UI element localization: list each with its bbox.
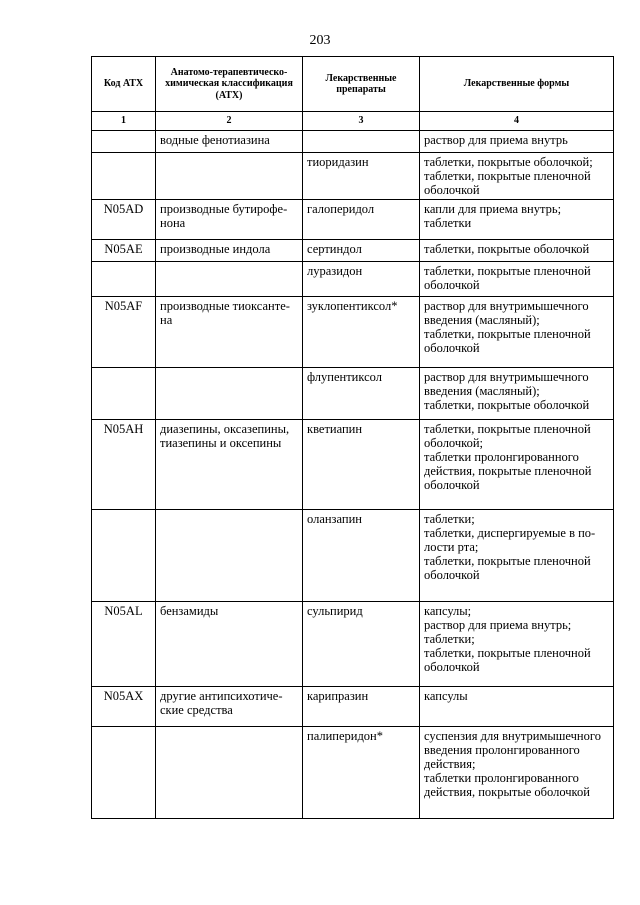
dosage-forms (420, 687, 614, 727)
atx-classification: производные тиоксанте-на (156, 297, 303, 368)
drug-name: карипразин (303, 687, 420, 727)
dosage-forms (420, 727, 614, 819)
atx-classification (156, 510, 303, 602)
table-row (92, 297, 614, 368)
table-row (92, 200, 614, 240)
dosage-forms (420, 297, 614, 368)
column-number: 1 (92, 112, 156, 131)
dosage-form: таблетки, диспергируемые в по-лости рта; (424, 526, 596, 554)
dosage-forms (420, 200, 614, 240)
atx-code: N05AE (92, 240, 156, 262)
table-row (92, 240, 614, 262)
dosage-form: таблетки, покрытые оболочкой (424, 398, 590, 412)
drug-name: флупентиксол (303, 368, 420, 420)
drug-name: луразидон (303, 262, 420, 297)
atx-classification (156, 262, 303, 297)
header-forms: Лекарственные формы (420, 57, 614, 112)
dosage-form: таблетки, покрытые пленочной оболочкой; (424, 422, 591, 450)
dosage-forms (420, 602, 614, 687)
table-row (92, 368, 614, 420)
atx-code (92, 368, 156, 420)
dosage-forms (420, 131, 614, 153)
drug-name: сульпирид (303, 602, 420, 687)
page-number: 203 (309, 33, 331, 48)
dosage-form: таблетки, покрытые пленочной оболочкой (424, 327, 591, 355)
dosage-form: таблетки; (424, 512, 475, 526)
dosage-forms (420, 262, 614, 297)
dosage-form: таблетки (424, 216, 472, 230)
header-code: Код АТХ (92, 57, 156, 112)
dosage-form: раствор для приема внутрь (424, 133, 568, 147)
dosage-form: таблетки, покрытые пленочной оболочкой (424, 646, 591, 674)
atx-code (92, 131, 156, 153)
dosage-form: таблетки, покрытые оболочкой; (424, 155, 593, 169)
table-row (92, 131, 614, 153)
dosage-forms (420, 510, 614, 602)
dosage-forms (420, 368, 614, 420)
dosage-form: раствор для приема внутрь; (424, 618, 572, 632)
atx-classification: производные бутирофе-нона (156, 200, 303, 240)
atx-code: N05AH (92, 420, 156, 510)
table-header-row (92, 57, 614, 112)
table-row (92, 262, 614, 297)
atx-code: N05AL (92, 602, 156, 687)
column-number: 3 (303, 112, 420, 131)
dosage-forms (420, 420, 614, 510)
drug-name: галоперидол (303, 200, 420, 240)
atx-code (92, 153, 156, 200)
atx-classification: производные индола (156, 240, 303, 262)
atx-classification (156, 368, 303, 420)
dosage-form: таблетки, покрытые пленочной оболочкой (424, 169, 591, 197)
table-row (92, 687, 614, 727)
atx-classification: диазепины, оксазепины, тиазепины и оксепины (156, 420, 303, 510)
dosage-forms (420, 153, 614, 200)
dosage-form: капсулы (424, 689, 468, 703)
dosage-form: таблетки, покрытые пленочной оболочкой (424, 264, 591, 292)
table-row (92, 727, 614, 819)
atx-classification (156, 727, 303, 819)
atx-code (92, 510, 156, 602)
dosage-form: таблетки, покрытые пленочной оболочкой (424, 554, 591, 582)
drug-name: сертиндол (303, 240, 420, 262)
atx-code: N05AD (92, 200, 156, 240)
atx-classification: другие антипсихотиче-ские средства (156, 687, 303, 727)
table-row (92, 602, 614, 687)
column-number-row (92, 112, 614, 131)
drug-name: оланзапин (303, 510, 420, 602)
table-row (92, 153, 614, 200)
drug-name: зуклопентиксол* (303, 297, 420, 368)
atx-code (92, 727, 156, 819)
dosage-form: суспензия для внутримышечного введения пролонгированного действия; (424, 729, 601, 771)
atx-classification: бензамиды (156, 602, 303, 687)
dosage-form: капсулы; (424, 604, 472, 618)
dosage-form: раствор для внутримышечного введения (масляный); (424, 299, 589, 327)
drug-name: палиперидон* (303, 727, 420, 819)
header-classification: Анатомо-терапевтическо-химическая классификация (АТХ) (156, 57, 303, 112)
atx-code: N05AX (92, 687, 156, 727)
table-body (92, 131, 614, 819)
table-row (92, 510, 614, 602)
column-number: 2 (156, 112, 303, 131)
dosage-form: раствор для внутримышечного введения (масляный); (424, 370, 589, 398)
dosage-form: таблетки; (424, 632, 475, 646)
dosage-form: капли для приема внутрь; (424, 202, 562, 216)
column-number: 4 (420, 112, 614, 131)
atx-table (91, 56, 614, 819)
dosage-forms (420, 240, 614, 262)
atx-classification: водные фенотиазина (156, 131, 303, 153)
atx-code (92, 262, 156, 297)
atx-code: N05AF (92, 297, 156, 368)
dosage-form: таблетки пролонгированного действия, покрытые пленочной оболочкой (424, 450, 592, 492)
dosage-form: таблетки, покрытые оболочкой (424, 242, 590, 256)
drug-name (303, 131, 420, 153)
table-row (92, 420, 614, 510)
header-drugs: Лекарственные препараты (303, 57, 420, 112)
dosage-form: таблетки пролонгированного действия, покрытые оболочкой (424, 771, 590, 799)
drug-name: кветиапин (303, 420, 420, 510)
atx-classification (156, 153, 303, 200)
drug-name: тиоридазин (303, 153, 420, 200)
